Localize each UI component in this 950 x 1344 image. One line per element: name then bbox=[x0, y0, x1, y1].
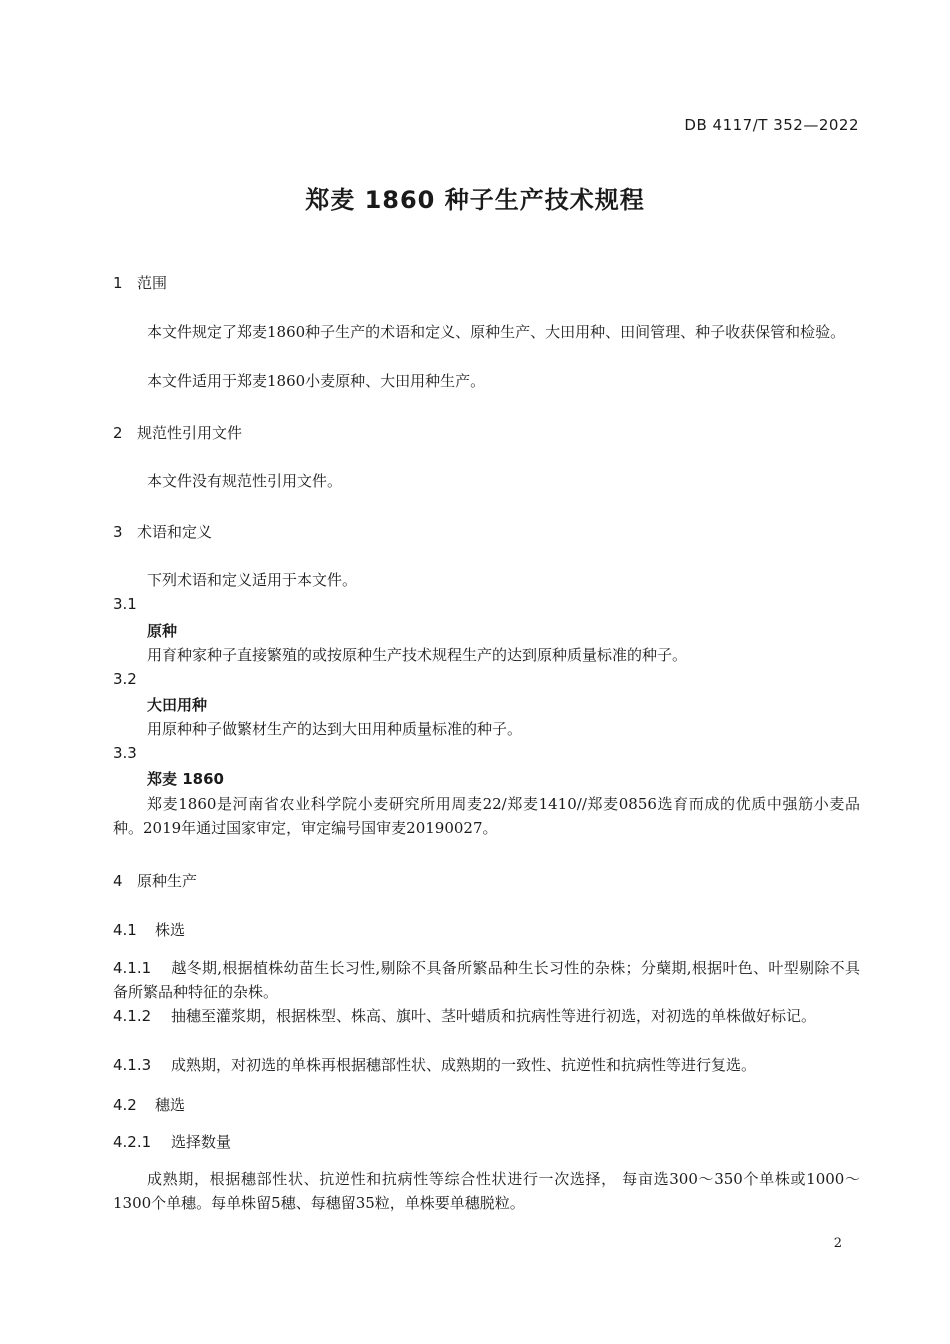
section-heading-4 bbox=[113, 870, 197, 891]
clause-4-1-2 bbox=[113, 1004, 860, 1028]
term-definition: 郑麦1860是河南省农业科学院小麦研究所用周麦22/郑麦1410//郑麦0856选育而成的优质中强筋小麦品种。2019年通过国家审定，审定编号国审麦20190027。 bbox=[113, 795, 860, 837]
section-title: 原种生产 bbox=[137, 872, 198, 890]
clause-text: 越冬期,根据植株幼苗生长习性,剔除不具备所繁品种生长习性的杂株；分蘖期,根据叶色、叶型剔除不具备所繁品种特征的杂株。 bbox=[113, 959, 860, 1001]
section-heading-3 bbox=[113, 521, 212, 542]
term-number: 3.2 bbox=[113, 670, 137, 688]
subsection-number: 4.2.1 bbox=[113, 1133, 152, 1151]
subsection-heading-4-2-1 bbox=[113, 1131, 231, 1152]
section-title: 规范性引用文件 bbox=[137, 424, 243, 442]
term-name: 原种 bbox=[147, 622, 178, 640]
paragraph: 本文件没有规范性引用文件。 bbox=[147, 472, 343, 490]
subsection-title: 穗选 bbox=[155, 1096, 186, 1114]
subsection-number: 4.1 bbox=[113, 921, 137, 939]
document-title: 郑麦 1860 种子生产技术规程 bbox=[305, 186, 645, 214]
clause-text: 抽穗至灌浆期，根据株型、株高、旗叶、茎叶蜡质和抗病性等进行初选，对初选的单株做好标记。 bbox=[171, 1007, 817, 1025]
term-definition: 用原种种子做繁材生产的达到大田用种质量标准的种子。 bbox=[147, 720, 523, 738]
subsection-heading-4-1 bbox=[113, 919, 185, 940]
section-number: 2 bbox=[113, 424, 123, 442]
term-number: 3.3 bbox=[113, 744, 137, 762]
subsection-title: 株选 bbox=[155, 921, 186, 939]
page-number: 2 bbox=[833, 1236, 842, 1251]
section-number: 1 bbox=[113, 274, 123, 292]
section-title: 范围 bbox=[137, 274, 168, 292]
section-number: 3 bbox=[113, 523, 123, 541]
paragraph: 下列术语和定义适用于本文件。 bbox=[147, 571, 358, 589]
subsection-heading-4-2 bbox=[113, 1094, 185, 1115]
clause-number: 4.1.3 bbox=[113, 1056, 152, 1074]
section-title: 术语和定义 bbox=[137, 523, 213, 541]
section-heading-2 bbox=[113, 422, 242, 443]
clause-number: 4.1.2 bbox=[113, 1007, 152, 1025]
paragraph: 本文件规定了郑麦1860种子生产的术语和定义、原种生产、大田用种、田间管理、种子收获保管和检验。 bbox=[147, 323, 846, 341]
clause-number: 4.1.1 bbox=[113, 959, 152, 977]
paragraph: 本文件适用于郑麦1860小麦原种、大田用种生产。 bbox=[147, 372, 486, 390]
document-number: DB 4117/T 352—2022 bbox=[684, 116, 859, 134]
term-name: 郑麦 1860 bbox=[147, 770, 224, 788]
section-number: 4 bbox=[113, 872, 123, 890]
term-number: 3.1 bbox=[113, 595, 137, 613]
paragraph: 成熟期，根据穗部性状、抗逆性和抗病性等综合性状进行一次选择， 每亩选300～350个单株或1000～1300个单穗。每单株留5穗、每穗留35粒，单株要单穗脱粒。 bbox=[113, 1170, 860, 1212]
subsection-number: 4.2 bbox=[113, 1096, 137, 1114]
clause-4-1-3 bbox=[113, 1053, 860, 1077]
term-name: 大田用种 bbox=[147, 696, 208, 714]
subsection-title: 选择数量 bbox=[171, 1133, 232, 1151]
clause-4-1-1 bbox=[113, 956, 860, 1004]
section-heading-1 bbox=[113, 272, 167, 293]
clause-text: 成熟期，对初选的单株再根据穗部性状、成熟期的一致性、抗逆性和抗病性等进行复选。 bbox=[171, 1056, 757, 1074]
term-definition: 用育种家种子直接繁殖的或按原种生产技术规程生产的达到原种质量标准的种子。 bbox=[147, 646, 688, 664]
